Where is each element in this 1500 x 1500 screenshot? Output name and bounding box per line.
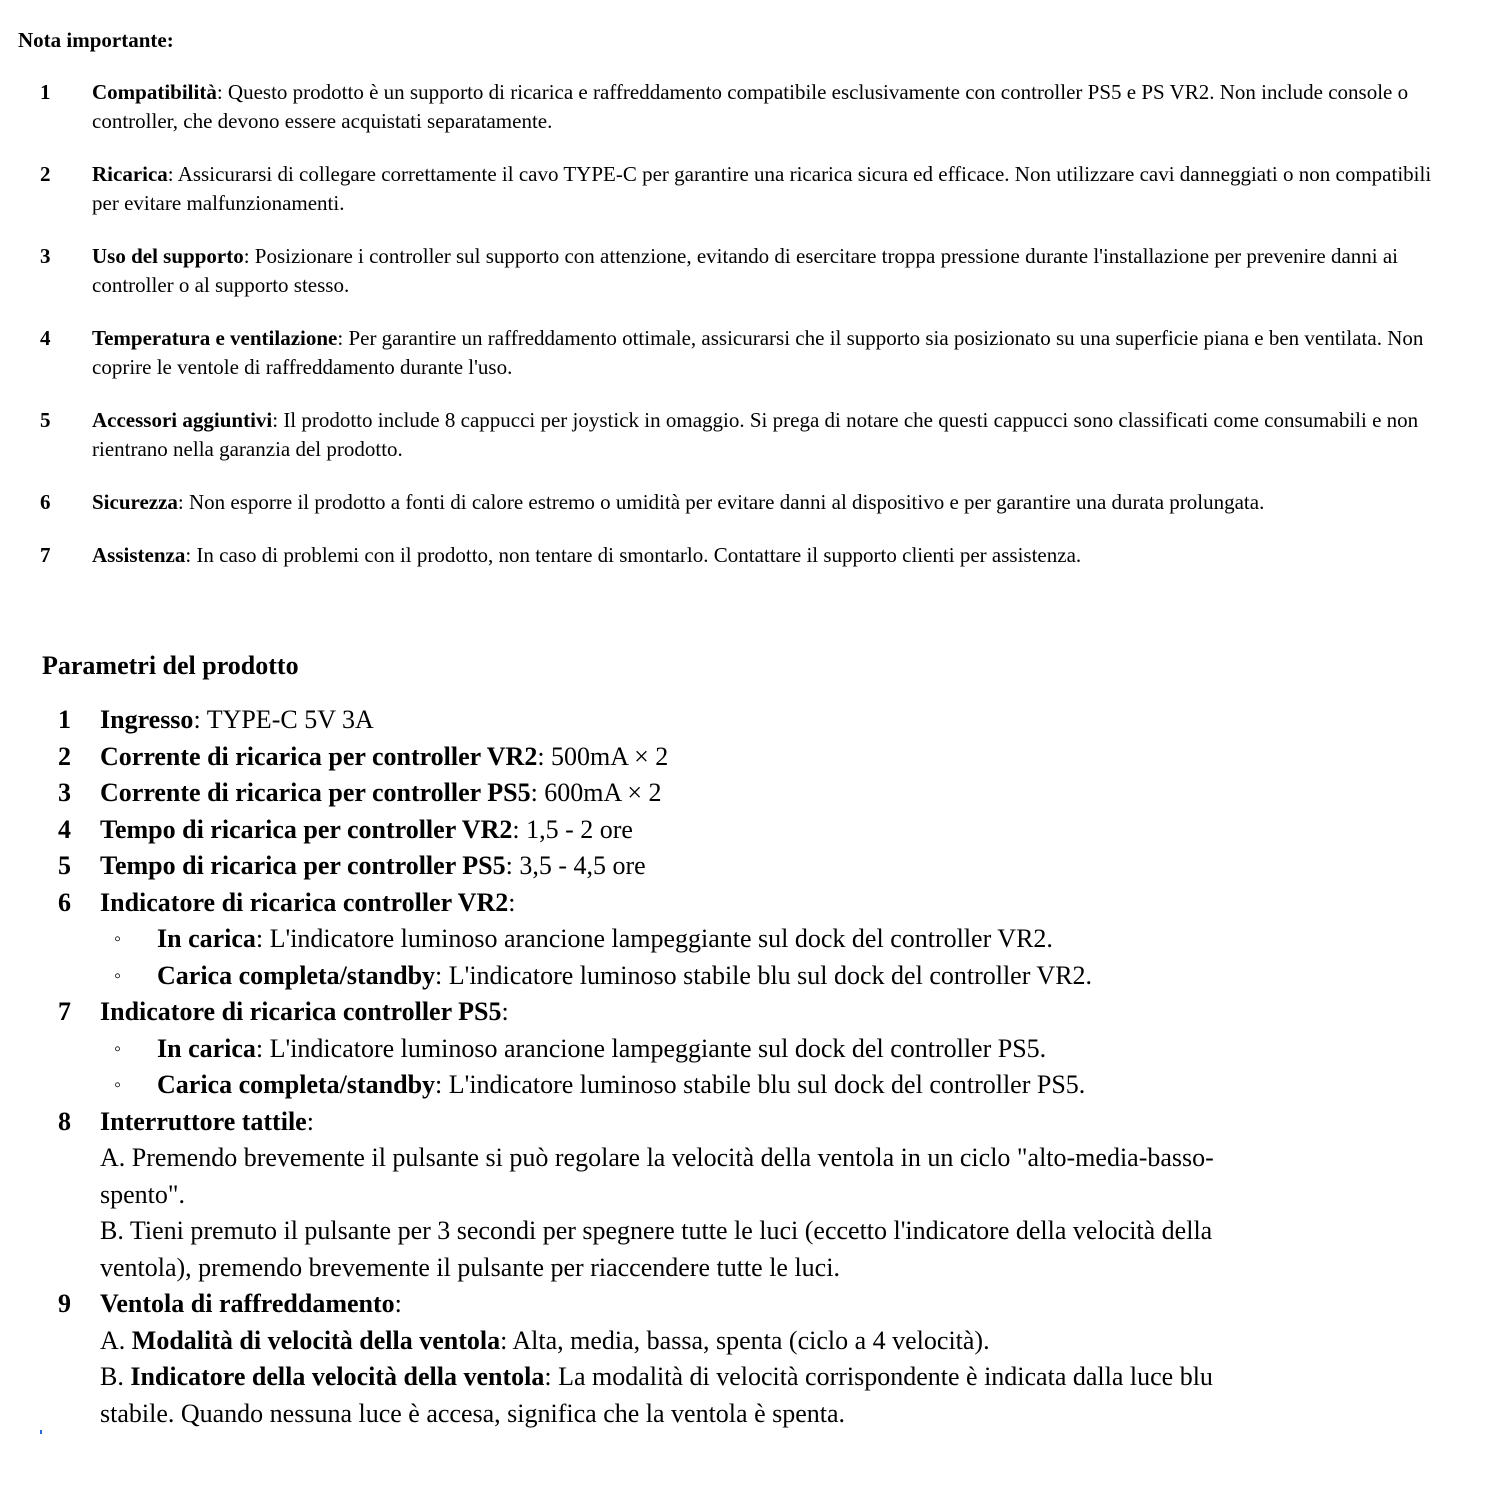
item-term: Ricarica xyxy=(92,162,168,186)
line-prefix: B. xyxy=(100,1216,130,1245)
nota-list xyxy=(0,78,1500,594)
param-term: Ventola di raffreddamento xyxy=(100,1289,395,1318)
item-term: Assistenza xyxy=(92,543,186,567)
param-number: 2 xyxy=(58,741,71,771)
nota-item xyxy=(0,78,1500,136)
line-prefix: B. xyxy=(100,1362,131,1391)
param-term: Interruttore tattile xyxy=(100,1106,307,1136)
param-number: 3 xyxy=(58,778,71,807)
param-detail-line xyxy=(100,1213,1280,1286)
item-term: Uso del supporto xyxy=(92,244,244,268)
line-prefix: A. xyxy=(100,1143,132,1172)
param-item xyxy=(0,702,1500,739)
item-text: : Assicurarsi di collegare correttamente il cavo TYPE-C per garantire una ricarica sicura ed efficace. Non utilizzare cavi danneggiati o non compatibili per evitare malfunzionamenti. xyxy=(92,162,1432,215)
hollow-bullet-icon: ◦ xyxy=(114,964,122,987)
sub-text: : L'indicatore luminoso stabile blu sul dock del controller PS5. xyxy=(435,1070,1086,1099)
nota-item xyxy=(0,160,1500,218)
param-item xyxy=(0,848,1500,885)
param-term: Corrente di ricarica per controller PS5 xyxy=(100,778,531,807)
line-text: Tieni premuto il pulsante per 3 secondi per spegnere tutte le luci (eccetto l'indicatore della velocità della ventola), premendo brevemente il pulsante per riaccendere tutte le luci. xyxy=(100,1216,1213,1282)
item-text: : Posizionare i controller sul supporto con attenzione, evitando di esercitare troppa pressione durante l'installazione per prevenire danni ai controller o al supporto stesso. xyxy=(92,244,1399,297)
line-text: Premendo brevemente il pulsante si può regolare la velocità della ventola in un ciclo "alto-media-basso-spento". xyxy=(100,1143,1214,1209)
item-number: 3 xyxy=(40,244,51,268)
line-text: : Alta, media, bassa, spenta (ciclo a 4 velocità). xyxy=(500,1325,990,1355)
param-value: : 3,5 - 4,5 ore xyxy=(505,851,646,880)
param-term: Ingresso xyxy=(100,705,194,734)
param-value: : xyxy=(508,887,516,917)
nota-item xyxy=(0,488,1500,517)
stray-dot-mark xyxy=(40,1430,42,1434)
param-number: 9 xyxy=(58,1289,71,1318)
param-item xyxy=(0,1104,1500,1287)
param-term: Indicatore di ricarica controller VR2 xyxy=(100,887,509,917)
param-sub-item xyxy=(100,958,1500,995)
param-detail-line xyxy=(100,1140,1280,1213)
item-text: : Non esporre il prodotto a fonti di calore estremo o umidità per evitare danni al dispositivo e per garantire una durata prolungata. xyxy=(177,490,1265,514)
param-number: 8 xyxy=(58,1106,71,1136)
param-detail-line xyxy=(100,1359,1280,1432)
item-number: 5 xyxy=(40,408,51,432)
parametri-list xyxy=(0,702,1500,1432)
nota-item xyxy=(0,406,1500,464)
item-number: 2 xyxy=(40,162,51,186)
param-number: 1 xyxy=(58,705,71,734)
nota-item xyxy=(0,324,1500,382)
param-value: : xyxy=(394,1289,402,1318)
param-item xyxy=(0,812,1500,849)
sub-text: : L'indicatore luminoso arancione lampeggiante sul dock del controller PS5. xyxy=(255,1033,1047,1063)
param-item xyxy=(0,1286,1500,1432)
item-text: : Il prodotto include 8 cappucci per joystick in omaggio. Si prega di notare che questi cappucci sono classificati come consumabili e non rientrano nella garanzia del prodotto. xyxy=(92,408,1419,461)
nota-heading: Nota importante: xyxy=(18,28,174,52)
param-item xyxy=(0,775,1500,812)
sub-term: In carica xyxy=(157,1033,256,1063)
param-detail-line xyxy=(100,1323,1280,1360)
line-text: : La modalità di velocità corrispondente è indicata dalla luce blu stabile. Quando nessuna luce è accesa, significa che la ventola è spenta. xyxy=(100,1362,1213,1428)
param-sub-list xyxy=(100,1031,1500,1104)
item-number: 4 xyxy=(40,326,51,350)
param-number: 7 xyxy=(58,997,71,1026)
hollow-bullet-icon: ◦ xyxy=(114,1037,122,1060)
item-number: 7 xyxy=(40,543,51,567)
parametri-heading: Parametri del prodotto xyxy=(42,651,299,680)
param-item xyxy=(0,885,1500,995)
item-term: Accessori aggiuntivi xyxy=(92,408,273,432)
item-term: Compatibilità xyxy=(92,80,217,104)
param-sub-list xyxy=(100,921,1500,994)
item-text: : Per garantire un raffreddamento ottimale, assicurarsi che il supporto sia posizionato su una superficie piana e ben ventilata. Non coprire le ventole di raffreddamento durante l'uso. xyxy=(92,326,1424,379)
param-number: 5 xyxy=(58,851,71,880)
line-prefix: A. xyxy=(100,1325,132,1355)
sub-term: In carica xyxy=(157,924,256,953)
param-value: : TYPE-C 5V 3A xyxy=(193,705,374,734)
param-term: Indicatore di ricarica controller PS5 xyxy=(100,997,502,1026)
item-number: 1 xyxy=(40,80,51,104)
param-term: Corrente di ricarica per controller VR2 xyxy=(100,741,538,771)
param-number: 4 xyxy=(58,814,71,844)
param-term: Tempo di ricarica per controller PS5 xyxy=(100,851,506,880)
nota-item xyxy=(0,242,1500,300)
param-number: 6 xyxy=(58,887,71,917)
sub-term: Carica completa/standby xyxy=(157,1070,436,1099)
sub-text: : L'indicatore luminoso arancione lampeggiante sul dock del controller VR2. xyxy=(255,924,1053,953)
param-value: : 500mA × 2 xyxy=(537,741,669,771)
param-sub-item xyxy=(100,1067,1500,1104)
line-term: Modalità di velocità della ventola xyxy=(131,1325,501,1355)
param-term: Tempo di ricarica per controller VR2 xyxy=(100,814,513,844)
nota-item xyxy=(0,541,1500,570)
item-term: Sicurezza xyxy=(92,490,178,514)
param-sub-item xyxy=(100,1031,1500,1068)
param-value: : 600mA × 2 xyxy=(530,778,662,807)
sub-term: Carica completa/standby xyxy=(157,960,436,990)
item-number: 6 xyxy=(40,490,51,514)
item-term: Temperatura e ventilazione xyxy=(92,326,338,350)
param-value: : 1,5 - 2 ore xyxy=(512,814,633,844)
param-item xyxy=(0,994,1500,1104)
param-value: : xyxy=(306,1106,314,1136)
param-sub-item xyxy=(100,921,1500,958)
hollow-bullet-icon: ◦ xyxy=(114,928,122,950)
sub-text: : L'indicatore luminoso stabile blu sul dock del controller VR2. xyxy=(435,960,1093,990)
hollow-bullet-icon: ◦ xyxy=(114,1074,122,1096)
line-term: Indicatore della velocità della ventola xyxy=(130,1362,545,1391)
item-text: : Questo prodotto è un supporto di ricarica e raffreddamento compatibile esclusivamente con controller PS5 e PS VR2. Non include console o controller, che devono essere acquistati separatamente. xyxy=(92,80,1409,133)
param-value: : xyxy=(501,997,509,1026)
item-text: : In caso di problemi con il prodotto, non tentare di smontarlo. Contattare il supporto clienti per assistenza. xyxy=(185,543,1082,567)
param-item xyxy=(0,739,1500,776)
